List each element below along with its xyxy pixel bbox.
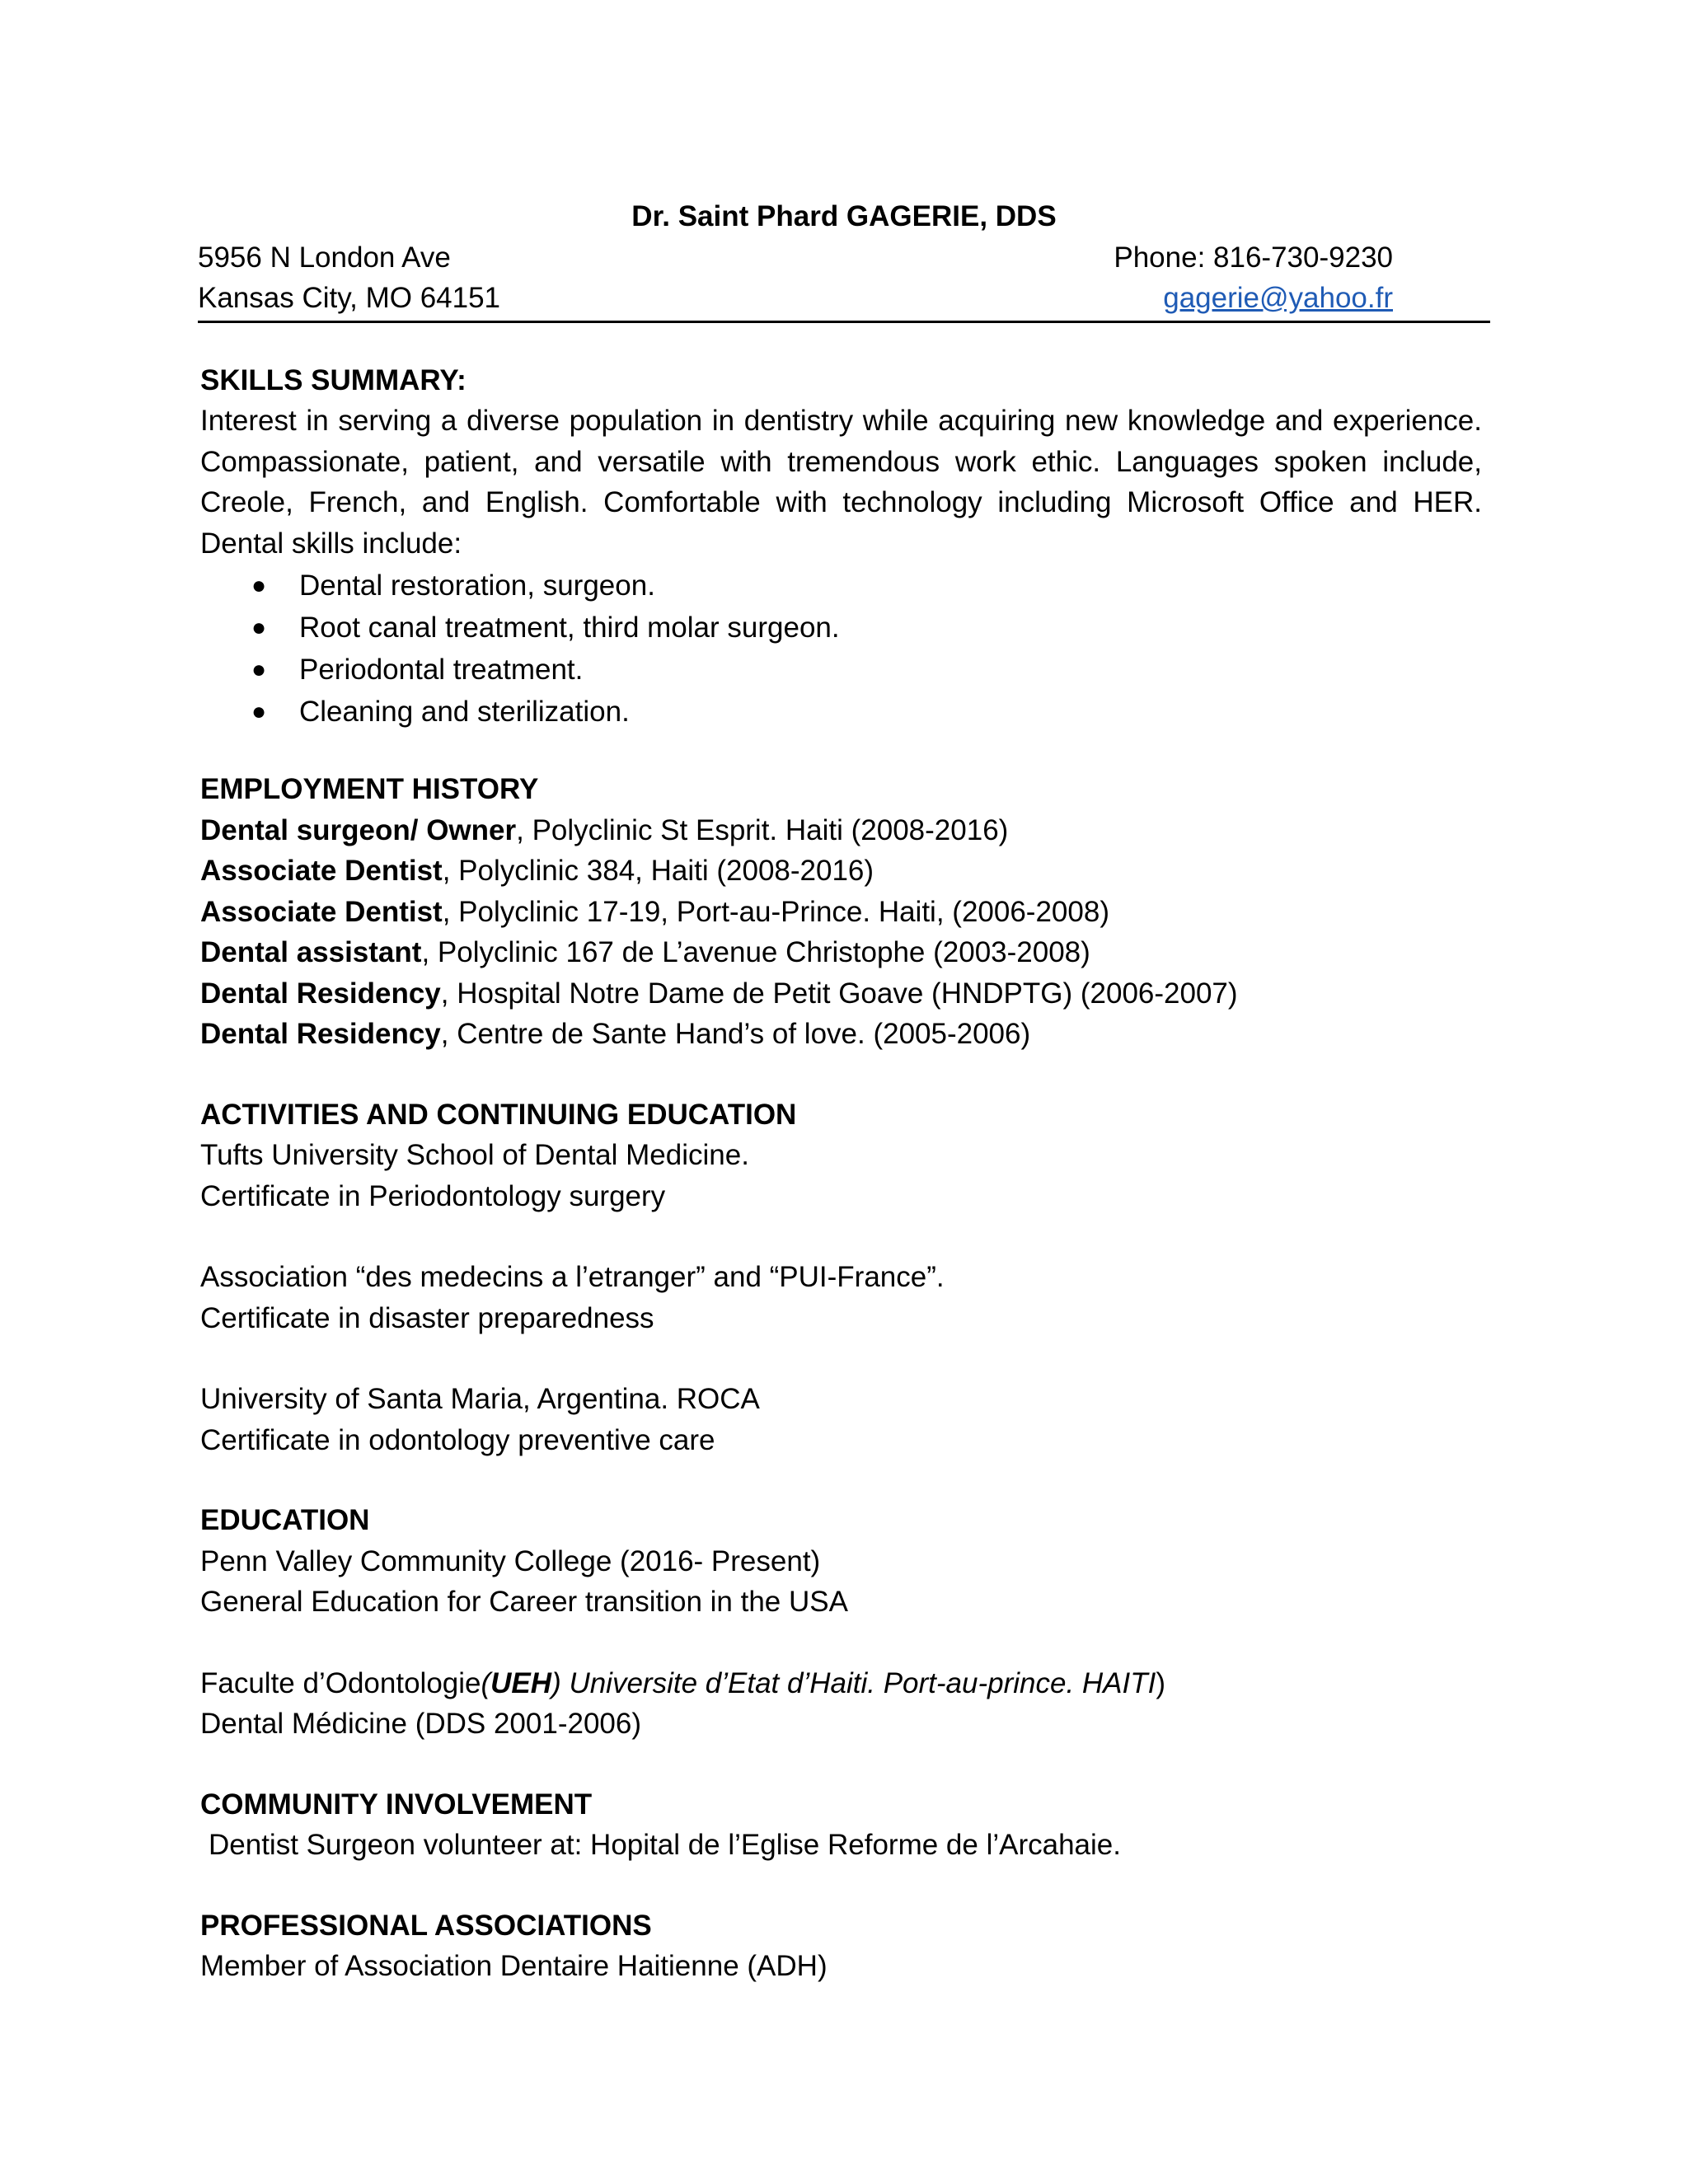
education-entry-line: Faculte d’Odontologie(UEH) Universite d’Etat d’Haiti. Port-au-prince. HAITI): [200, 1666, 1166, 1699]
associations-section: [200, 1905, 1482, 1987]
community-section: [200, 1784, 1482, 1866]
header-divider: [198, 321, 1490, 323]
activity-certificate: Certificate in odontology preventive care: [200, 1423, 715, 1456]
bullet-icon: ●: [251, 614, 267, 641]
phone-number: Phone: 816-730-9230: [1114, 241, 1393, 274]
resume-page: [198, 196, 1490, 1987]
email-container: [1104, 278, 1490, 319]
associations-heading: PROFESSIONAL ASSOCIATIONS: [200, 1909, 652, 1942]
employment-heading: EMPLOYMENT HISTORY: [200, 773, 539, 805]
job-entry: Dental surgeon/ Owner, Polyclinic St Esprit. Haiti (2008-2016): [200, 813, 1009, 846]
activity-certificate: Certificate in disaster preparedness: [200, 1301, 654, 1334]
skills-section: [200, 360, 1482, 733]
list-item: ● Cleaning and sterilization.: [200, 691, 1482, 733]
skills-heading: SKILLS SUMMARY:: [200, 363, 467, 396]
education-entry-line: General Education for Career transition in the USA: [200, 1586, 848, 1618]
contact-row-2: [198, 278, 1490, 319]
job-entry: Dental assistant, Polyclinic 167 de L’avenue Christophe (2003-2008): [200, 936, 1090, 968]
skills-list: [200, 565, 1482, 733]
contact-row-1: [198, 237, 1490, 279]
community-text: Dentist Surgeon volunteer at: Hopital de l’Eglise Reforme de l’Arcahaie.: [209, 1829, 1121, 1861]
address-line-1: 5956 N London Ave: [198, 241, 451, 274]
list-item: ● Dental restoration, surgeon.: [200, 565, 1482, 607]
job-entry: Dental Residency, Hospital Notre Dame de Petit Goave (HNDPTG) (2006-2007): [200, 977, 1238, 1010]
resume-name: Dr. Saint Phard GAGERIE, DDS: [631, 200, 1057, 232]
job-entry: Associate Dentist, Polyclinic 384, Haiti (2008-2016): [200, 855, 874, 887]
job-entry: Associate Dentist, Polyclinic 17-19, Port-au-Prince. Haiti, (2006-2008): [200, 895, 1109, 928]
activity-institution: Tufts University School of Dental Medicine.: [200, 1139, 749, 1171]
bullet-icon: ●: [251, 656, 267, 683]
address-line-2: Kansas City, MO 64151: [198, 282, 501, 314]
email-link[interactable]: gagerie@yahoo.fr: [1163, 282, 1393, 314]
activity-institution: University of Santa Maria, Argentina. ROCA: [200, 1383, 760, 1415]
associations-text: Member of Association Dentaire Haitienne (ADH): [200, 1950, 828, 1982]
community-heading: COMMUNITY INVOLVEMENT: [200, 1788, 593, 1821]
activities-section: [200, 1094, 1482, 1461]
activities-heading: ACTIVITIES AND CONTINUING EDUCATION: [200, 1098, 797, 1131]
education-entry-line: Penn Valley Community College (2016- Present): [200, 1544, 821, 1577]
skills-summary: Interest in serving a diverse population in dentistry while acquiring new knowledge and experience. Compassionate, patient, and versatile with tremendous work ethic. Languages spoken include, Creole, French, and English. Comfortable with technology including Microsoft Office and HER. Dental skills include:: [200, 405, 1482, 560]
activity-institution: Association “des medecins a l’etranger” and “PUI-France”.: [200, 1261, 945, 1293]
job-entry: Dental Residency, Centre de Sante Hand’s of love. (2005-2006): [200, 1018, 1031, 1050]
education-heading: EDUCATION: [200, 1504, 370, 1536]
list-item: ● Periodontal treatment.: [200, 649, 1482, 691]
list-item: ● Root canal treatment, third molar surgeon.: [200, 607, 1482, 649]
bullet-icon: ●: [251, 572, 267, 599]
employment-section: [200, 769, 1482, 1055]
education-section: [200, 1500, 1482, 1745]
bullet-icon: ●: [251, 698, 267, 725]
activity-certificate: Certificate in Periodontology surgery: [200, 1179, 666, 1212]
education-entry-line: Dental Médicine (DDS 2001-2006): [200, 1708, 641, 1740]
